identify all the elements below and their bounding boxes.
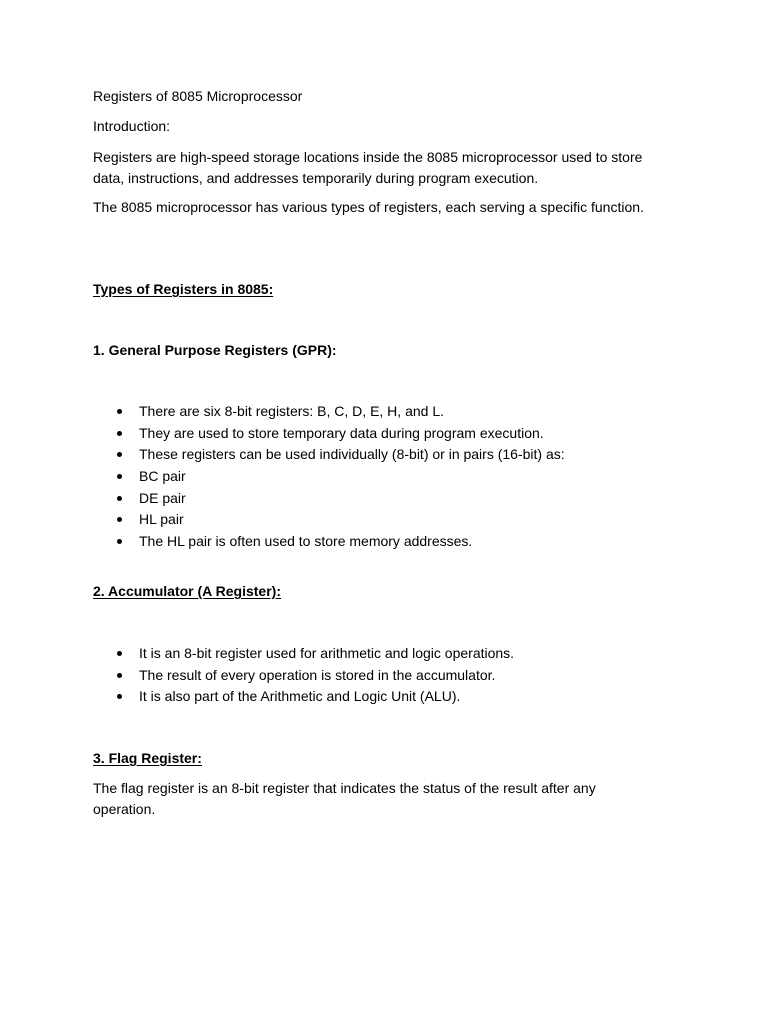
gpr-bullet-list xyxy=(93,401,653,553)
list-item-text: It is also part of the Arithmetic and Logic Unit (ALU). xyxy=(139,688,461,705)
bullet-icon xyxy=(117,496,122,501)
document-title: Registers of 8085 Microprocessor xyxy=(93,88,303,104)
list-item xyxy=(93,531,653,553)
list-item xyxy=(93,643,653,665)
list-item xyxy=(93,488,653,510)
list-item-text: These registers can be used individually (8-bit) or in pairs (16-bit) as: xyxy=(139,446,565,463)
types-heading: Types of Registers in 8085: xyxy=(93,281,274,297)
list-item xyxy=(93,466,653,488)
list-item xyxy=(93,444,653,466)
bullet-icon xyxy=(117,452,122,457)
flag-register-paragraph: The flag register is an 8-bit register that indicates the status of the result after any operation. xyxy=(93,780,596,817)
list-item-text: DE pair xyxy=(139,489,186,506)
flag-register-heading: 3. Flag Register: xyxy=(93,750,202,766)
list-item-text: The result of every operation is stored in the accumulator. xyxy=(139,666,496,683)
list-item-text: The HL pair is often used to store memory addresses. xyxy=(139,533,473,550)
intro-paragraph-2: The 8085 microprocessor has various types of registers, each serving a specific function. xyxy=(93,199,644,215)
intro-paragraph-1: Registers are high-speed storage locations inside the 8085 microprocessor used to store data, instructions, and addresses temporarily during program execution. xyxy=(93,149,643,186)
list-item xyxy=(93,423,653,445)
bullet-icon xyxy=(117,694,122,699)
bullet-icon xyxy=(117,539,122,544)
bullet-icon xyxy=(117,474,122,479)
gpr-heading: 1. General Purpose Registers (GPR): xyxy=(93,342,337,358)
list-item xyxy=(93,686,653,708)
bullet-icon xyxy=(117,673,122,678)
accumulator-bullet-list xyxy=(93,643,653,708)
intro-label: Introduction: xyxy=(93,118,171,134)
bullet-icon xyxy=(117,409,122,414)
list-item-text: They are used to store temporary data during program execution. xyxy=(139,424,544,441)
list-item xyxy=(93,509,653,531)
list-item-text: There are six 8-bit registers: B, C, D, E, H, and L. xyxy=(139,403,444,419)
list-item xyxy=(93,665,653,687)
list-item xyxy=(93,401,653,423)
bullet-icon xyxy=(117,651,122,656)
list-item-text: HL pair xyxy=(139,511,184,528)
list-item-text: BC pair xyxy=(139,468,186,485)
accumulator-heading: 2. Accumulator (A Register): xyxy=(93,583,281,599)
bullet-icon xyxy=(117,431,122,436)
bullet-icon xyxy=(117,517,122,522)
list-item-text: It is an 8-bit register used for arithmetic and logic operations. xyxy=(139,645,515,661)
